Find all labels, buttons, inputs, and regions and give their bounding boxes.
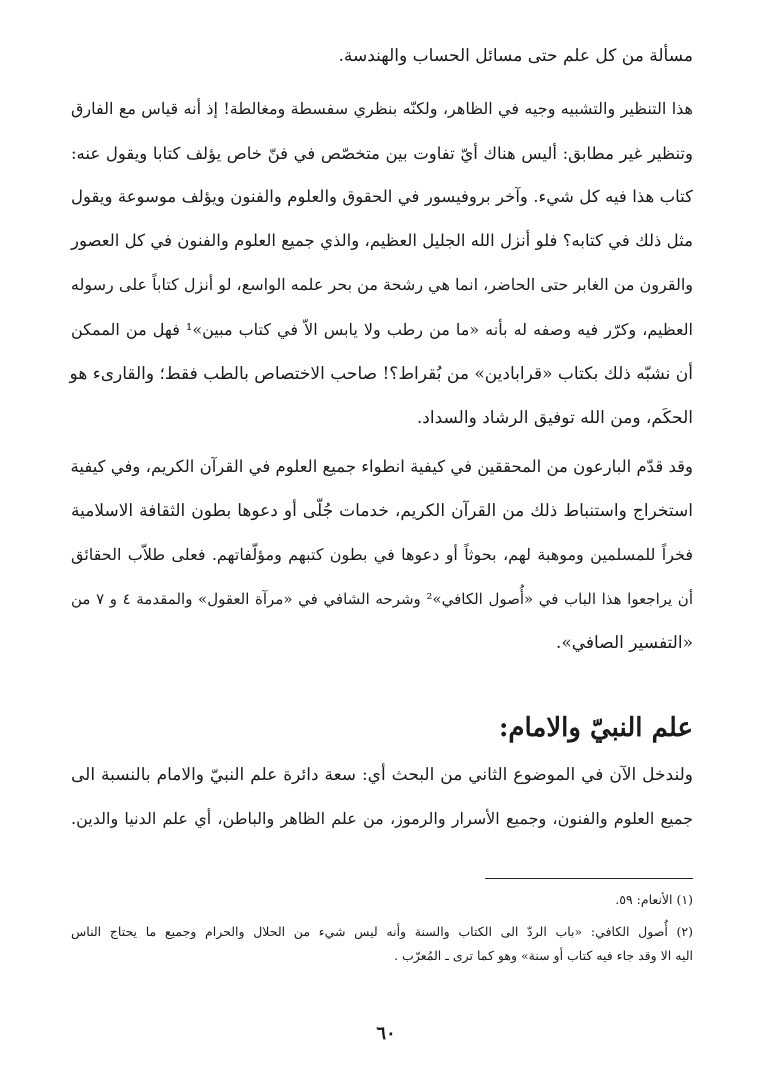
paragraph-2-line-4: مثل ذلك في كتابه؟ فلو أنزل الله الجليل العظيم، والذي جميع العلوم والفنون في كل العصور: [71, 231, 693, 250]
paragraph-2-line-5: والقرون من الغابر حتى الحاضر، انما هي رشحة من بحر علمه الواسع، لو أنزل كتاباً على رسوله: [70, 275, 693, 294]
paragraph-2-line-7: أن نشبّه ذلك بكتاب «قرابادين» من بُقراط؟! صاحب الاختصاص بالطب فقط؛ والقارىء هو: [69, 364, 693, 384]
paragraph-3-line-2: استخراج واستنباط ذلك من القرآن الكريم، خدمات جُلّى أو دعوها بطون الثقافة الاسلامية: [71, 501, 693, 521]
page-number: ٦٠: [376, 1023, 396, 1044]
footnote-2-line-1: (٢) أُصول الكافي: «باب الردّ الى الكتاب والسنة وأنه ليس شيء من الحلال والحرام وجميع ما يحتاج الناس: [71, 924, 693, 939]
section-heading: علم النبيّ والامام:: [498, 713, 693, 743]
paragraph-2-line-3: كتاب هذا فيه كل شيء. وآخر بروفيسور في الحقوق والعلوم والفنون ويؤلف موسوعة ويقول: [71, 187, 693, 206]
paragraph-3-line-4: أن يراجعوا هذا الباب في «أُصول الكافي»² وشرحه الشافي في «مرآة العقول» والمقدمة ٤ و ٧ من: [71, 590, 693, 608]
footnote-2-line-2: اليه الا وقد جاء فيه كتاب أو سنة» وهو كما ترى ـ المُعرّب .: [394, 948, 693, 963]
paragraph-3-line-1: وقد قدّم البارعون من المحققين في كيفية انطواء جميع العلوم في القرآن الكريم، وفي كيفية: [70, 457, 693, 476]
paragraph-1-line-1: مسألة من كل علم حتى مسائل الحساب والهندسة.: [338, 46, 693, 66]
paragraph-2-line-1: هذا التنظير والتشبيه وجيه في الظاهر، ولكنّه بنظري سفسطة ومغالطة! إذ أنه قياس مع الفارق: [71, 99, 693, 118]
paragraph-3-line-3: فخراً للمسلمين وموهبة لهم، بحوثاً أو دعوها في بطون كتبهم ومؤلّفاتهم. فعلى طلاّب الحقائق: [71, 545, 694, 564]
footnote-separator: [485, 878, 693, 879]
paragraph-2-line-2: وتنظير غير مطابق: أليس هناك أيّ تفاوت بين متخصّص في فنّ خاص يؤلف كتابا ويقول عنه:: [71, 144, 693, 163]
paragraph-4-line-2: جميع العلوم والفنون، وجميع الأسرار والرموز، من علم الظاهر والباطن، أي علم الدنيا والدين.: [71, 809, 693, 828]
paragraph-4-line-1: ولندخل الآن في الموضوع الثاني من البحث أي: سعة دائرة علم النبيّ والامام بالنسبة الى: [71, 765, 693, 785]
paragraph-2-line-8: الحكَم، ومن الله توفيق الرشاد والسداد.: [416, 408, 693, 428]
paragraph-2-line-6: العظيم، وكرّر فيه وصفه له بأنه «ما من رطب ولا يابس الاّ في كتاب مبين»¹ فهل من الممكن: [71, 320, 694, 339]
footnote-1: (١) الأنعام: ٥٩.: [615, 892, 693, 907]
paragraph-3-line-5: «التفسير الصافي».: [555, 633, 693, 653]
